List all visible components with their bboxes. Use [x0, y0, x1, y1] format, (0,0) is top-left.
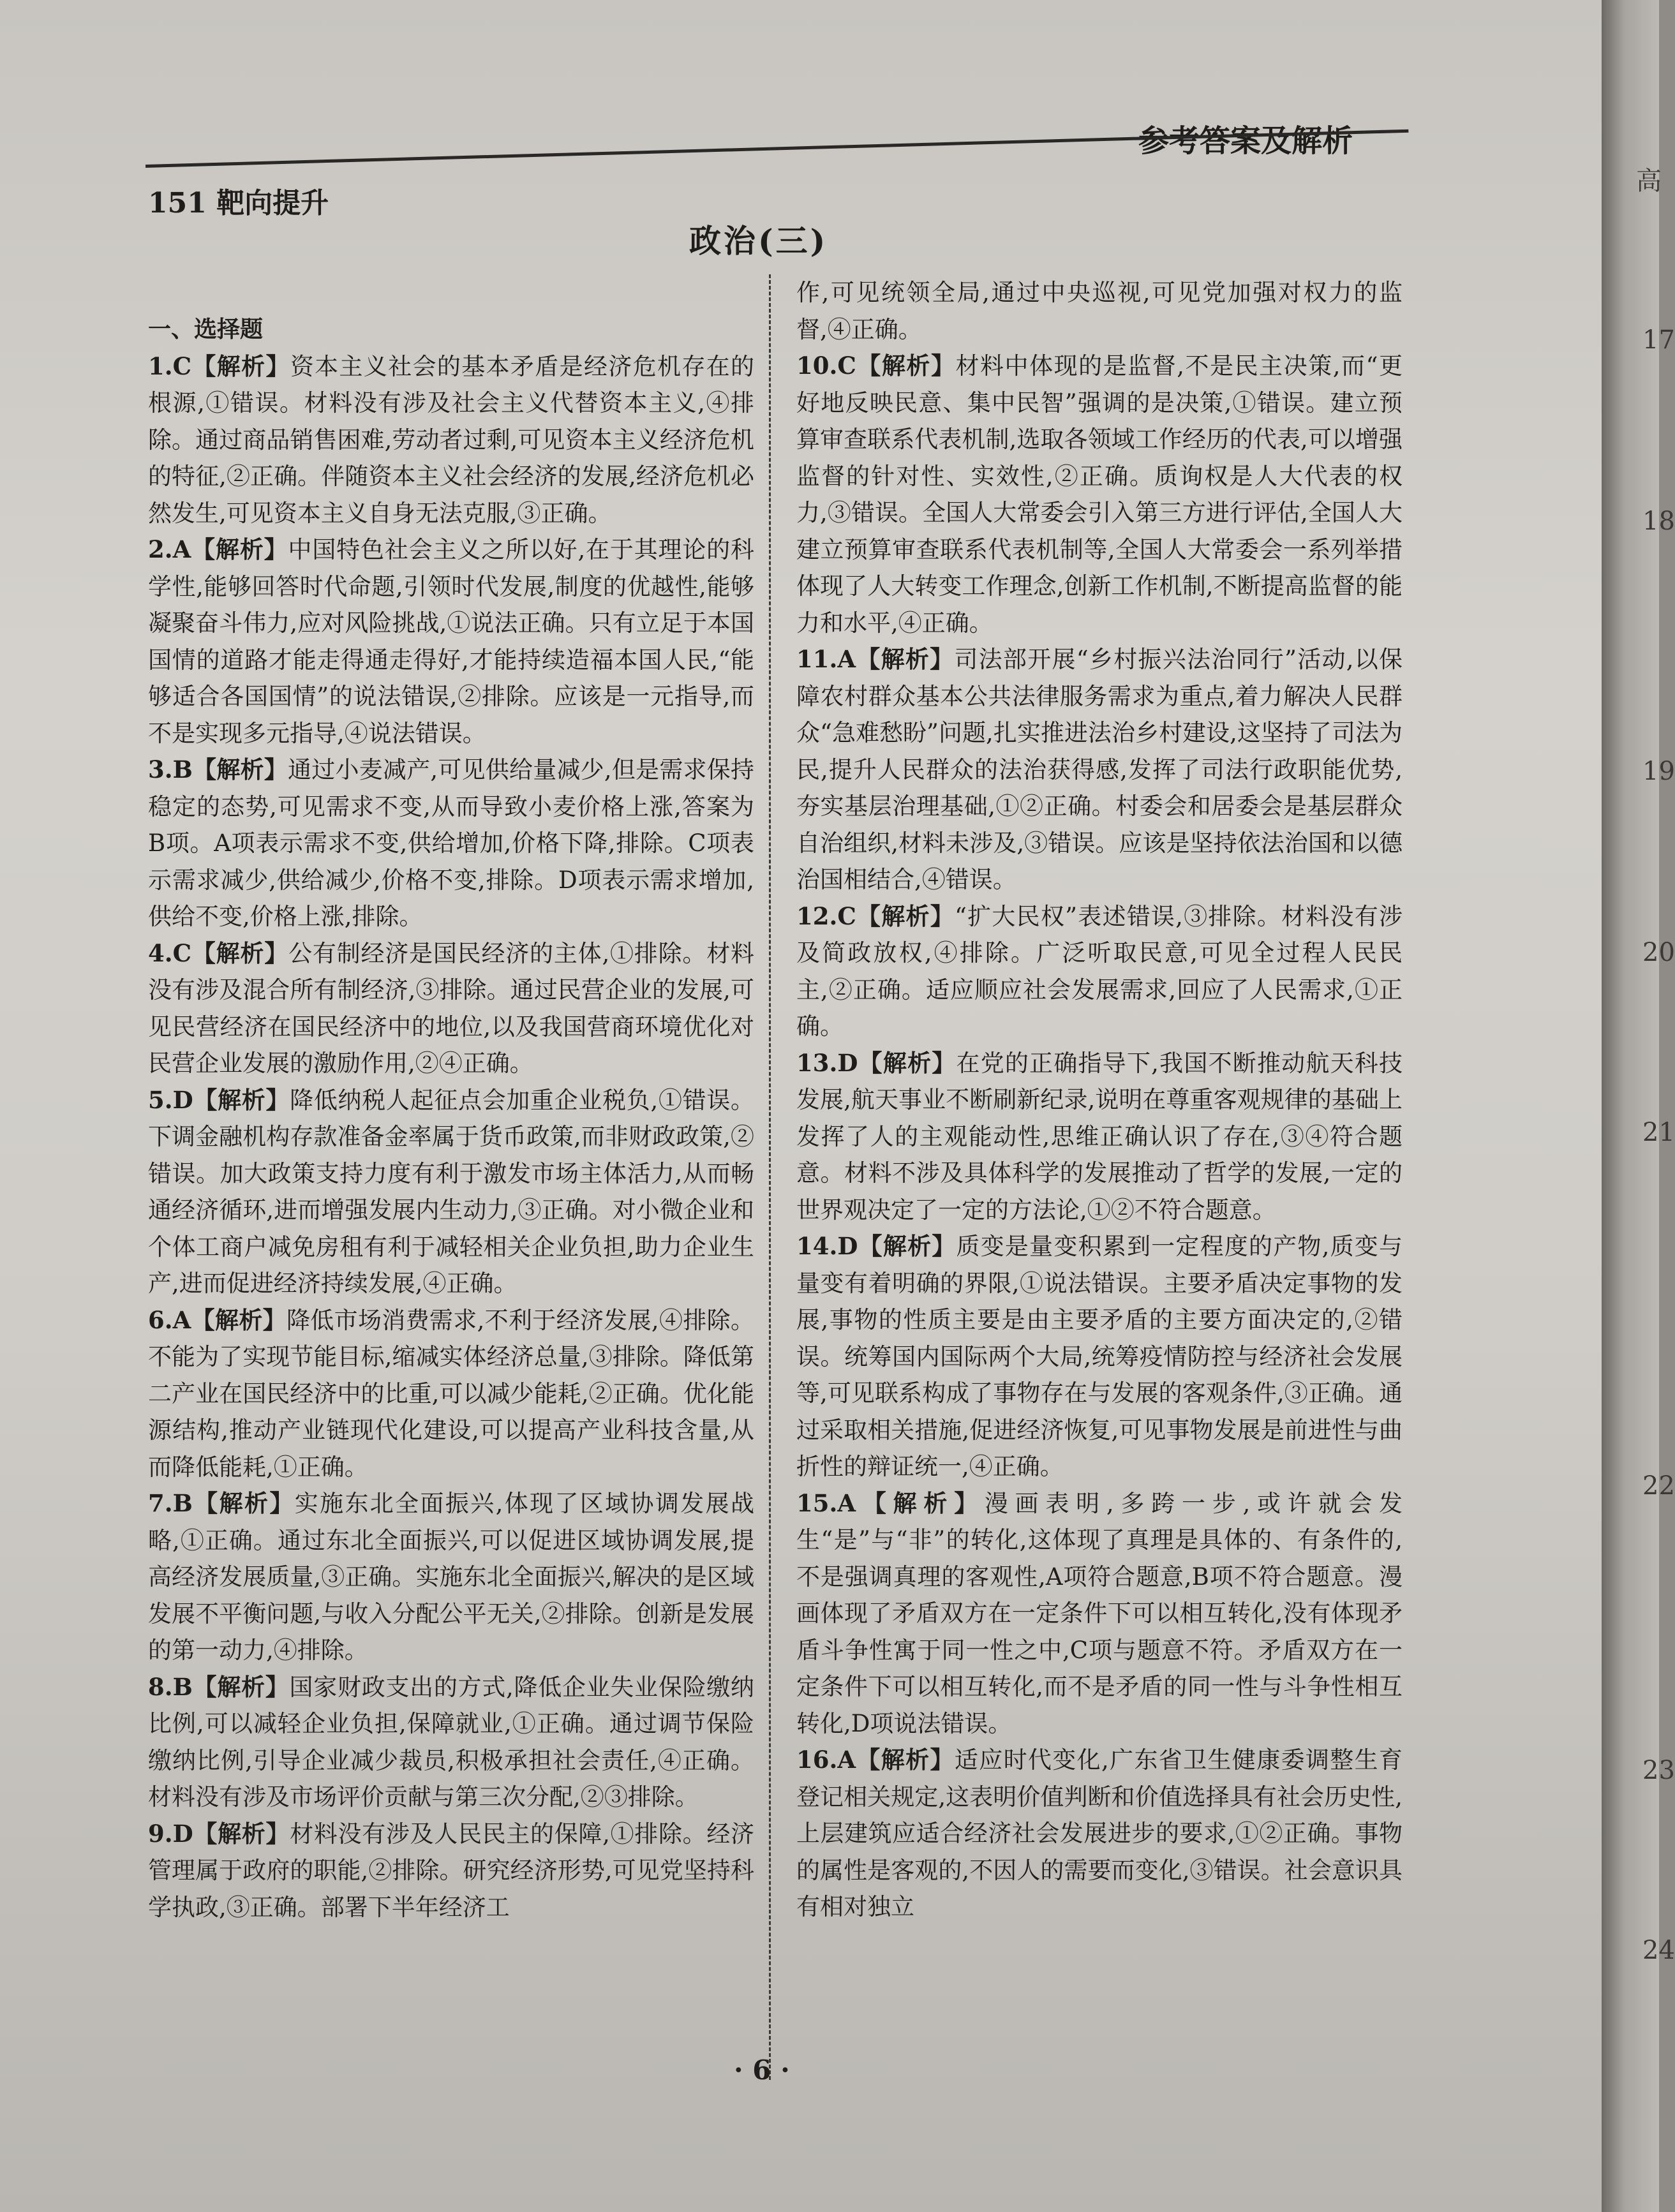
answer-item: [796, 274, 1403, 348]
analysis-tag: 【解析】: [858, 1048, 957, 1077]
edge-fragment: 21: [1642, 1118, 1675, 1147]
answer-item: [796, 898, 1403, 1045]
edge-fragment: 19: [1642, 757, 1675, 786]
page-title: 政治(三): [689, 222, 828, 260]
answer-item: [796, 348, 1403, 641]
header-series-label: 151 靶向提升: [148, 187, 329, 219]
answer-item: [796, 1485, 1403, 1742]
answer-number: 7.B: [148, 1489, 193, 1517]
analysis-tag: 【解析】: [856, 1746, 955, 1774]
analysis-tag: 【解析】: [191, 1305, 287, 1334]
answer-number: 14.D: [796, 1232, 858, 1260]
analysis-text: 作,可见统领全局,通过中央巡视,可见党加强对权力的监督,④正确。: [796, 279, 1403, 343]
analysis-tag: 【解析】: [192, 755, 288, 783]
answer-item: [796, 1742, 1403, 1926]
edge-fragment: 24: [1642, 1936, 1675, 1965]
answer-number: 10.C: [796, 352, 856, 380]
section-label: 一、选择题: [148, 316, 264, 343]
analysis-text: 漫画表明,多跨一步,或许就会发生“是”与“非”的转化,这体现了真理是具体的、有条件的,不是强调真理的客观性,A项符合题意,B项不符合题意。漫画体现了矛盾双方在一定条件下可以相互转化,没有体现矛盾斗争性寓于同一性之中,C项与题意不符。矛盾双方在一定条件下可以相互转化,而不是矛盾的同一性与斗争性相互转化,D项说法错误。: [796, 1489, 1403, 1737]
answer-number: 12.C: [796, 902, 856, 930]
edge-fragment: 17: [1642, 325, 1675, 355]
answer-number: 15.A: [796, 1488, 856, 1517]
analysis-text: 降低纳税人起征点会加重企业税负,①错误。下调金融机构存款准备金率属于货币政策,而非财政政策,②错误。加大政策支持力度有利于激发市场主体活力,从而畅通经济循环,进而增强发展内生动力,③正确。对小微企业和个体工商户减免房租有利于减轻相关企业负担,助力企业生产,进而促进经济持续发展,④正确。: [148, 1086, 755, 1297]
answer-item: [148, 1082, 754, 1302]
answer-number: 5.D: [148, 1085, 193, 1114]
edge-fragment: 18: [1642, 507, 1675, 536]
analysis-tag: 【解析】: [858, 1232, 957, 1260]
answer-number: 16.A: [796, 1746, 856, 1774]
answer-item: [148, 348, 754, 532]
column-divider: [769, 274, 771, 2080]
analysis-text: 通过小麦减产,可见供给量减少,但是需求保持稳定的态势,可见需求不变,从而导致小麦价格上涨,答案为B项。A项表示需求不变,供给增加,价格下降,排除。C项表示需求减少,供给减少,价格不变,排除。D项表示需求增加,供给不变,价格上涨,排除。: [148, 756, 755, 930]
analysis-text: 适应时代变化,广东省卫生健康委调整生育登记相关规定,这表明价值判断和价值选择具有社会历史性,上层建筑应适合经济社会发展进步的要求,①②正确。事物的属性是客观的,不因人的需要而变化,③错误。社会意识具有相对独立: [796, 1746, 1403, 1920]
analysis-tag: 【解析】: [191, 352, 290, 380]
analysis-tag: 【解析】: [191, 535, 288, 563]
answer-item: [148, 1302, 754, 1486]
analysis-tag: 【解析】: [192, 1489, 295, 1517]
analysis-tag: 【解析】: [856, 902, 955, 930]
answer-item: [148, 752, 754, 935]
analysis-text: 在党的正确指导下,我国不断推动航天科技发展,航天事业不断刷新纪录,说明在尊重客观规律的基础上发挥了人的主观能动性,思维正确认识了存在,③④符合题意。材料不涉及具体科学的发展推动了哲学的发展,一定的世界观决定了一定的方法论,①②不符合题意。: [796, 1049, 1403, 1224]
page-number: · 6 ·: [734, 2054, 790, 2086]
analysis-text: 降低市场消费需求,不利于经济发展,④排除。不能为了实现节能目标,缩减实体经济总量,③排除。降低第二产业在国民经济中的比重,可以减少能耗,②正确。优化能源结构,推动产业链现代化建设,可以提高产业科技含量,从而降低能耗,①正确。: [148, 1306, 754, 1481]
analysis-tag: 【解析】: [856, 645, 955, 673]
answer-item: [148, 1816, 754, 1926]
analysis-tag: 【解析】: [856, 352, 956, 380]
analysis-text: 司法部开展“乡村振兴法治同行”活动,以保障农村群众基本公共法律服务需求为重点,着力解决人民群众“急难愁盼”问题,扎实推进法治乡村建设,这坚持了司法为民,提升人民群众的法治获得感,发挥了司法行政职能优势,夯实基层治理基础,①②正确。村委会和居委会是基层群众自治组织,材料未涉及,③错误。应该是坚持依法治国和以德治国相结合,④错误。: [796, 646, 1403, 893]
analysis-text: 质变是量变积累到一定程度的产物,质变与量变有着明确的界限,①说法错误。主要矛盾决定事物的发展,事物的性质主要是由主要矛盾的主要方面决定的,②错误。统筹国内国际两个大局,统筹疫情防控与经济社会发展等,可见联系构成了事物存在与发展的客观条件,③正确。通过采取相关措施,促进经济恢复,可见事物发展是前进性与曲折性的辩证统一,④正确。: [796, 1233, 1403, 1480]
analysis-text: 资本主义社会的基本矛盾是经济危机存在的根源,①错误。材料没有涉及社会主义代替资本主义,④排除。通过商品销售困难,劳动者过剩,可见资本主义经济危机的特征,②正确。伴随资本主义社会经济的发展,经济危机必然发生,可见资本主义自身无法克服,③正确。: [148, 352, 755, 527]
answer-number: 3.B: [148, 755, 193, 783]
answer-number: 2.A: [148, 535, 191, 563]
answer-number: 8.B: [148, 1672, 193, 1701]
header-section-label: 参考答案及解析: [1138, 123, 1353, 159]
answer-item: [148, 935, 754, 1082]
edge-fragment: 高: [1636, 167, 1662, 196]
analysis-text: 国家财政支出的方式,降低企业失业保险缴纳比例,可以减轻企业负担,保障就业,①正确。通过调节保险缴纳比例,引导企业减少裁员,积极承担社会责任,④正确。材料没有涉及市场评价贡献与第三次分配,②③排除。: [148, 1673, 755, 1811]
answer-item: [796, 1045, 1403, 1229]
right-column: [796, 274, 1403, 1926]
answer-item: [148, 1485, 754, 1669]
analysis-text: 实施东北全面振兴,体现了区域协调发展战略,①正确。通过东北全面振兴,可以促进区域协调发展,提高经济发展质量,③正确。实施东北全面振兴,解决的是区域发展不平衡问题,与收入分配公平无关,②排除。创新是发展的第一动力,④排除。: [148, 1490, 754, 1664]
answer-number: 1.C: [148, 352, 192, 380]
adjacent-page-edge: [1602, 0, 1675, 2212]
edge-fragment: 22: [1642, 1471, 1675, 1501]
analysis-text: 材料没有涉及人民民主的保障,①排除。经济管理属于政府的职能,②排除。研究经济形势,可见党坚持科学执政,③正确。部署下半年经济工: [148, 1820, 755, 1921]
edge-fragment: 20: [1642, 938, 1675, 967]
analysis-tag: 【解析】: [856, 1488, 985, 1517]
analysis-text: “扩大民权”表述错误,③排除。材料没有涉及简政放权,④排除。广泛听取民意,可见全过程人民民主,②正确。适应顺应社会发展需求,回应了人民需求,①正确。: [796, 902, 1403, 1040]
answer-item: [796, 641, 1403, 898]
answer-number: 11.A: [796, 645, 856, 673]
answer-number: 4.C: [148, 939, 192, 967]
answer-item: [148, 531, 754, 752]
analysis-tag: 【解析】: [193, 1085, 290, 1114]
left-column: [148, 311, 754, 1926]
analysis-text: 公有制经济是国民经济的主体,①排除。材料没有涉及混合所有制经济,③排除。通过民营企业的发展,可见民营经济在国民经济中的地位,以及我国营商环境优化对民营企业发展的激励作用,②④正确。: [148, 939, 755, 1077]
analysis-tag: 【解析】: [193, 1819, 290, 1848]
answer-item: [796, 1228, 1403, 1485]
answer-item: [148, 1669, 754, 1816]
analysis-tag: 【解析】: [192, 1672, 290, 1701]
analysis-text: 材料中体现的是监督,不是民主决策,而“更好地反映民意、集中民智”强调的是决策,①错误。建立预算审查联系代表机制,选取各领域工作经历的代表,可以增强监督的针对性、实效性,②正确。质询权是人大代表的权力,③错误。全国人大常委会引入第三方进行评估,全国人大建立预算审查联系代表机制等,全国人大常委会一系列举措体现了人大转变工作理念,创新工作机制,不断提高监督的能力和水平,④正确。: [796, 352, 1403, 637]
answer-number: 9.D: [148, 1819, 193, 1848]
edge-fragment: 23: [1642, 1756, 1675, 1785]
analysis-tag: 【解析】: [191, 939, 289, 967]
answer-number: 6.A: [148, 1305, 191, 1334]
analysis-text: 中国特色社会主义之所以好,在于其理论的科学性,能够回答时代命题,引领时代发展,制度的优越性,能够凝聚奋斗伟力,应对风险挑战,①说法正确。只有立足于本国国情的道路才能走得通走得好,才能持续造福本国人民,“能够适合各国国情”的说法错误,②排除。应该是一元指导,而不是实现多元指导,④说法错误。: [148, 536, 755, 747]
answer-number: 13.D: [796, 1048, 858, 1077]
